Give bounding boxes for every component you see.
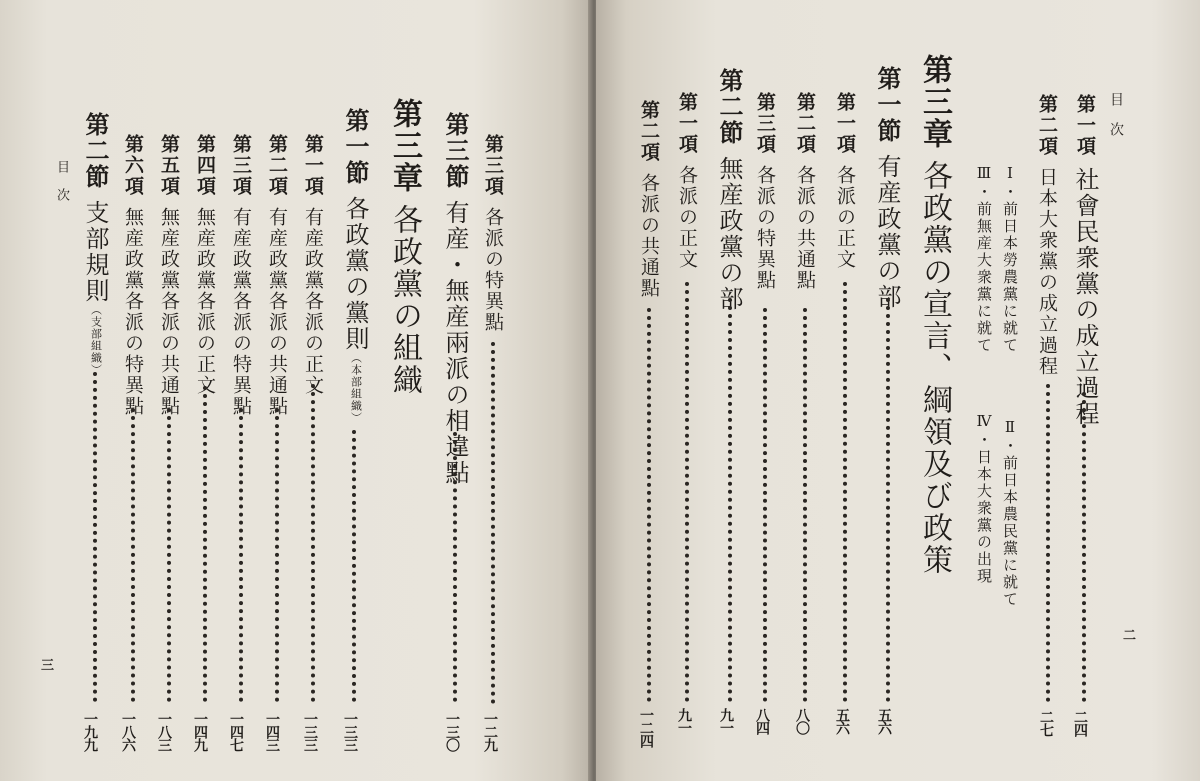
entry-page-number: 一八六 bbox=[120, 712, 136, 751]
entry-page-number: 八四 bbox=[754, 708, 770, 734]
page-header: 目 次 bbox=[54, 160, 69, 201]
entry-page-number: 一四七 bbox=[228, 712, 244, 751]
entry-page-number: 二四 bbox=[1072, 710, 1088, 736]
entry-label: 第三項 bbox=[754, 92, 776, 155]
entry-title: 各派の正文 bbox=[834, 165, 856, 270]
toc-entry[interactable] bbox=[636, 100, 663, 299]
chapter-label: 第三章 bbox=[387, 98, 422, 194]
leader-dots bbox=[763, 308, 767, 702]
toc-entry[interactable] bbox=[712, 68, 747, 312]
leader-dots bbox=[1082, 392, 1086, 702]
toc-entry[interactable] bbox=[264, 134, 291, 417]
leader-dots bbox=[685, 282, 689, 702]
entry-page-number: 一三三 bbox=[302, 712, 318, 751]
sub-entry: Ⅰ・前日本勞農黨に就て bbox=[1001, 164, 1019, 354]
entry-note: （本部組織） bbox=[349, 352, 363, 424]
toc-entry[interactable] bbox=[480, 134, 507, 333]
leader-dots bbox=[203, 386, 207, 702]
entry-title: 各派の特異點 bbox=[482, 207, 504, 333]
toc-entry[interactable] bbox=[674, 92, 701, 270]
toc-entry[interactable] bbox=[156, 134, 183, 417]
entry-label: 第二節 bbox=[81, 112, 109, 190]
page-number: 二 bbox=[1120, 628, 1135, 641]
entry-label: 第三項 bbox=[230, 134, 252, 197]
entry-label: 第五項 bbox=[158, 134, 180, 197]
toc-entry[interactable] bbox=[438, 112, 473, 486]
entry-page-number: 九一 bbox=[718, 708, 734, 734]
entry-page-number: 八〇 bbox=[794, 708, 810, 734]
left-page bbox=[0, 0, 592, 781]
entry-page-number: 一九九 bbox=[82, 712, 98, 751]
entry-label: 第六項 bbox=[122, 134, 144, 197]
right-page bbox=[596, 0, 1200, 781]
entry-page-number: 一四三 bbox=[264, 712, 280, 751]
entry-title: 有産政黨各派の正文 bbox=[302, 207, 324, 396]
entry-label: 第三項 bbox=[482, 134, 504, 197]
entry-page-number: 一二四 bbox=[638, 708, 654, 747]
leader-dots bbox=[491, 342, 495, 704]
entry-page-number: 五六 bbox=[876, 708, 892, 734]
entry-label: 第二項 bbox=[266, 134, 288, 197]
leader-dots bbox=[131, 408, 135, 702]
entry-page-number: 五六 bbox=[834, 708, 850, 734]
leader-dots bbox=[167, 408, 171, 702]
entry-title: 各派の共通點 bbox=[794, 165, 816, 291]
entry-title: 無産政黨各派の特異點 bbox=[122, 207, 144, 417]
entry-title: 無産政黨の部 bbox=[715, 156, 743, 312]
chapter-label: 第三章 bbox=[917, 54, 952, 150]
entry-page-number: 二七 bbox=[1038, 710, 1054, 736]
entry-title: 有産政黨各派の共通點 bbox=[266, 207, 288, 417]
entry-title: 無産政黨各派の正文 bbox=[194, 207, 216, 396]
chapter-heading[interactable] bbox=[912, 54, 956, 576]
entry-label: 第一節 bbox=[873, 66, 901, 144]
leader-dots bbox=[647, 308, 651, 702]
leader-dots bbox=[843, 282, 847, 702]
entry-label: 第二項 bbox=[1036, 94, 1058, 157]
toc-entry[interactable] bbox=[870, 66, 905, 310]
entry-label: 第一項 bbox=[834, 92, 856, 155]
entry-title: 各派の共通點 bbox=[638, 173, 660, 299]
toc-entry[interactable] bbox=[1068, 94, 1103, 427]
leader-dots bbox=[728, 298, 732, 702]
sub-entry-pair bbox=[1000, 164, 1021, 608]
entry-page-number: 一三三 bbox=[342, 712, 358, 751]
entry-title: 有産政黨各派の特異點 bbox=[230, 207, 252, 417]
entry-page-number: 一四九 bbox=[192, 712, 208, 751]
entry-title: 各政黨の黨則 bbox=[341, 196, 369, 352]
toc-entry[interactable] bbox=[832, 92, 859, 270]
entry-label: 第二項 bbox=[638, 100, 660, 163]
toc-entry[interactable] bbox=[338, 108, 373, 424]
entry-title: 無産政黨各派の共通點 bbox=[158, 207, 180, 417]
leader-dots bbox=[93, 372, 97, 702]
entry-note: （支部組織） bbox=[89, 304, 103, 376]
entry-label: 第四項 bbox=[194, 134, 216, 197]
entry-title: 有産・無産兩派の相違點 bbox=[441, 200, 469, 486]
toc-entry[interactable] bbox=[792, 92, 819, 291]
toc-entry[interactable] bbox=[752, 92, 779, 291]
entry-label: 第二節 bbox=[715, 68, 743, 146]
entry-title: 日本大衆黨の成立過程 bbox=[1036, 167, 1058, 377]
toc-entry[interactable] bbox=[228, 134, 255, 417]
leader-dots bbox=[886, 298, 890, 702]
chapter-heading[interactable] bbox=[382, 98, 426, 396]
toc-entry[interactable] bbox=[1034, 94, 1061, 377]
entry-title: 支部規則 bbox=[81, 200, 109, 304]
entry-label: 第一項 bbox=[1074, 94, 1096, 157]
sub-entry-pair bbox=[974, 164, 995, 585]
toc-entry[interactable] bbox=[192, 134, 219, 396]
page-header: 目 次 bbox=[1108, 92, 1124, 136]
entry-label: 第一節 bbox=[341, 108, 369, 186]
leader-dots bbox=[352, 430, 356, 702]
entry-label: 第一項 bbox=[302, 134, 324, 197]
entry-page-number: 一二九 bbox=[482, 712, 498, 751]
leader-dots bbox=[275, 408, 279, 702]
leader-dots bbox=[803, 308, 807, 702]
entry-title: 各派の正文 bbox=[676, 165, 698, 270]
leader-dots bbox=[311, 384, 315, 702]
entry-page-number: 一八三 bbox=[156, 712, 172, 751]
entry-label: 第二項 bbox=[794, 92, 816, 155]
entry-page-number: 一三〇 bbox=[444, 712, 460, 751]
sub-entry: Ⅲ・前無産大衆黨に就て bbox=[975, 164, 993, 354]
entry-page-number: 九一 bbox=[676, 708, 692, 734]
leader-dots bbox=[453, 432, 457, 702]
toc-entry[interactable] bbox=[120, 134, 147, 417]
page-number: 三 bbox=[38, 658, 53, 671]
sub-entry: Ⅱ・前日本農民黨に就て bbox=[1001, 418, 1019, 608]
leader-dots bbox=[239, 408, 243, 702]
chapter-title: 各政黨の組織 bbox=[387, 204, 422, 396]
sub-entry: Ⅳ・日本大衆黨の出現 bbox=[975, 412, 993, 585]
toc-entry[interactable] bbox=[78, 112, 113, 376]
toc-entry[interactable] bbox=[300, 134, 327, 396]
entry-label: 第三節 bbox=[441, 112, 469, 190]
entry-title: 社會民衆黨の成立過程 bbox=[1071, 167, 1099, 427]
leader-dots bbox=[1046, 384, 1050, 702]
entry-label: 第一項 bbox=[676, 92, 698, 155]
chapter-title: 各政黨の宣言、綱領及び政策 bbox=[917, 160, 952, 576]
entry-title: 有産政黨の部 bbox=[873, 154, 901, 310]
entry-title: 各派の特異點 bbox=[754, 165, 776, 291]
